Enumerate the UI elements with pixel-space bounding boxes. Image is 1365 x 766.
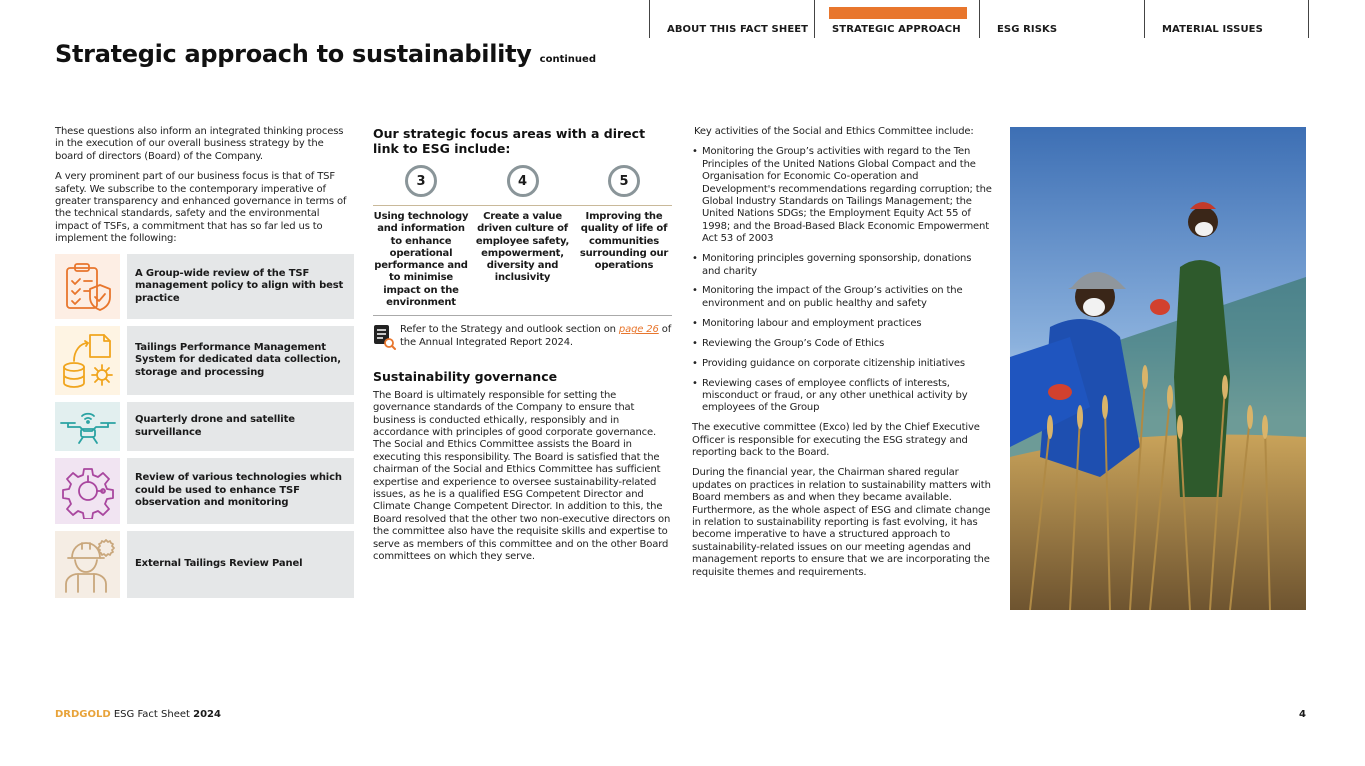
focus-area	[475, 165, 571, 309]
focus-text: Using technology and information to enhance operational performance and to minimise impact on the environment	[373, 211, 469, 309]
initiative-label: Quarterly drone and satellite surveillance	[127, 402, 354, 451]
focus-area	[373, 165, 469, 309]
footer	[55, 709, 221, 720]
active-tab-indicator	[829, 7, 967, 19]
focus-text: Create a value driven culture of employee safety, empowerment, diversity and inclusivity	[475, 211, 570, 284]
gear-cycle-icon	[55, 458, 120, 524]
page-title	[55, 40, 596, 68]
exco-paragraph: The executive committee (Exco) led by the Chief Executive Officer is responsible for executing the ESG strategy and reporting back to the Board.	[692, 422, 980, 459]
list-item	[55, 402, 354, 451]
focus-heading: Our strategic focus areas with a direct link to ESG include:	[373, 126, 646, 156]
tab-label: STRATEGIC APPROACH	[832, 24, 961, 35]
focus-number-badge: 4	[507, 165, 539, 197]
workers-in-wheat-field-photo	[1010, 127, 1306, 610]
tab-material-issues[interactable]	[1144, 0, 1309, 38]
footer-year: 2024	[193, 709, 221, 720]
committee-intro: Key activities of the Social and Ethics Committee include:	[694, 126, 974, 137]
focus-text: Improving the quality of life of communities surrounding our operations	[579, 211, 669, 272]
tab-about-this-fact-sheet[interactable]	[649, 0, 814, 38]
reference-text-before: Refer to the Strategy and outlook section on	[400, 324, 619, 336]
footer-brand: DRDGOLD	[55, 709, 111, 720]
focus-number-badge: 5	[608, 165, 640, 197]
column-committee	[692, 126, 992, 587]
drone-icon	[55, 402, 120, 451]
document-search-icon	[373, 324, 400, 354]
list-item: • Monitoring labour and employment practices	[692, 318, 992, 330]
list-item	[55, 531, 354, 598]
initiatives-list	[55, 254, 354, 605]
governance-heading: Sustainability governance	[373, 368, 558, 384]
top-navigation	[649, 0, 1309, 38]
footer-doc-name: ESG Fact Sheet	[110, 709, 194, 720]
tab-strategic-approach[interactable]	[814, 0, 979, 38]
reference-text	[400, 324, 672, 354]
reference-note	[373, 324, 672, 354]
initiative-label: Tailings Performance Management System for dedicated data collection, storage and processing	[127, 326, 354, 395]
tab-esg-risks[interactable]	[979, 0, 1144, 38]
tab-label: ESG RISKS	[997, 24, 1058, 35]
list-item: • Monitoring the Group’s activities with regard to the Ten Principles of the United Nations Global Compact and the Organisation for Economic Co-operation and Development's recommendations regarding corruption; the Global Industry Standards on Tailings Management; the United Nations SDGs; the Employment Equity Act 55 of 1998; and the Broad-Based Black Economic Empowerment Act 53 of 2003	[692, 146, 992, 245]
chairman-paragraph: During the financial year, the Chairman shared regular updates on practices in relation to sustainability matters with Board members as and when they became available. Furthermore, as the whole aspect of ESG and climate change in relation to sustainability reporting is fast evolving, it has become imperative to have a structured approach to sustainability-related issues on our meeting agendas and management reports to ensure that we are incorporating the requisite themes and requirements.	[692, 467, 991, 578]
page-26-link[interactable]: page 26	[618, 324, 659, 336]
list-item: • Providing guidance on corporate citizenship initiatives	[692, 358, 992, 370]
governance-paragraph: The Board is ultimately responsible for setting the governance standards of the Company to ensure that business is conducted ethically, responsibly and in accordance with principles of good corporate governance. The Social and Ethics Committee assists the Board in executing this responsibility. The Board is satisfied that the chairman of the Social and Ethics Committee has sufficient expertise and experience to oversee sustainability-related issues, as he is a qualified ESG Competent Director and Climate Change Competent Director. In addition to this, the Board resolved that the other two non-executive directors on the committee also have the requisite skills and expertise to serve as members of this committee and on the other Board committees on which they serve.	[373, 389, 671, 563]
database-gear-icon	[55, 326, 120, 395]
column-intro	[55, 126, 353, 252]
intro-paragraph-1: These questions also inform an integrated thinking process in the execution of our overall business strategy by the board of directors (Board) of the Company.	[55, 126, 344, 162]
list-item: • Reviewing cases of employee conflicts of interests, misconduct or fraud, or any other unethical activity by employees of the Group	[692, 378, 992, 415]
checklist-shield-icon	[55, 254, 120, 319]
list-item: • Reviewing the Group’s Code of Ethics	[692, 338, 992, 350]
intro-paragraph-2: A very prominent part of our business focus is that of TSF safety. We subscribe to the contemporary imperative of greater transparency and enhanced governance in terms of the technical standards, safety and the environmental impact of TSFs, a commitment that has so far led us to implement the following:	[55, 171, 347, 245]
list-item: • Monitoring the impact of the Group’s activities on the environment and on public healthy and safety	[692, 285, 992, 310]
tab-label: ABOUT THIS FACT SHEET	[667, 24, 809, 35]
focus-areas	[373, 165, 672, 316]
page-title-main: Strategic approach to sustainability	[55, 40, 532, 68]
list-item	[55, 254, 354, 319]
initiative-label: Review of various technologies which could be used to enhance TSF observation and monitoring	[127, 458, 354, 524]
list-item	[55, 458, 354, 524]
initiative-label: A Group-wide review of the TSF management policy to align with best practice	[127, 254, 354, 319]
committee-activities	[692, 146, 992, 414]
column-strategy	[373, 126, 672, 571]
list-item: • Monitoring principles governing sponsorship, donations and charity	[692, 253, 992, 278]
list-item	[55, 326, 354, 395]
initiative-label: External Tailings Review Panel	[127, 531, 354, 598]
tab-label: MATERIAL ISSUES	[1162, 24, 1263, 35]
page-number: 4	[1299, 709, 1306, 720]
engineer-icon	[55, 531, 120, 598]
focus-area	[576, 165, 672, 309]
reference-text-after: of the Annual Integrated Report 2024.	[400, 324, 672, 348]
focus-number-badge: 3	[405, 165, 437, 197]
page-title-suffix: continued	[539, 54, 596, 65]
